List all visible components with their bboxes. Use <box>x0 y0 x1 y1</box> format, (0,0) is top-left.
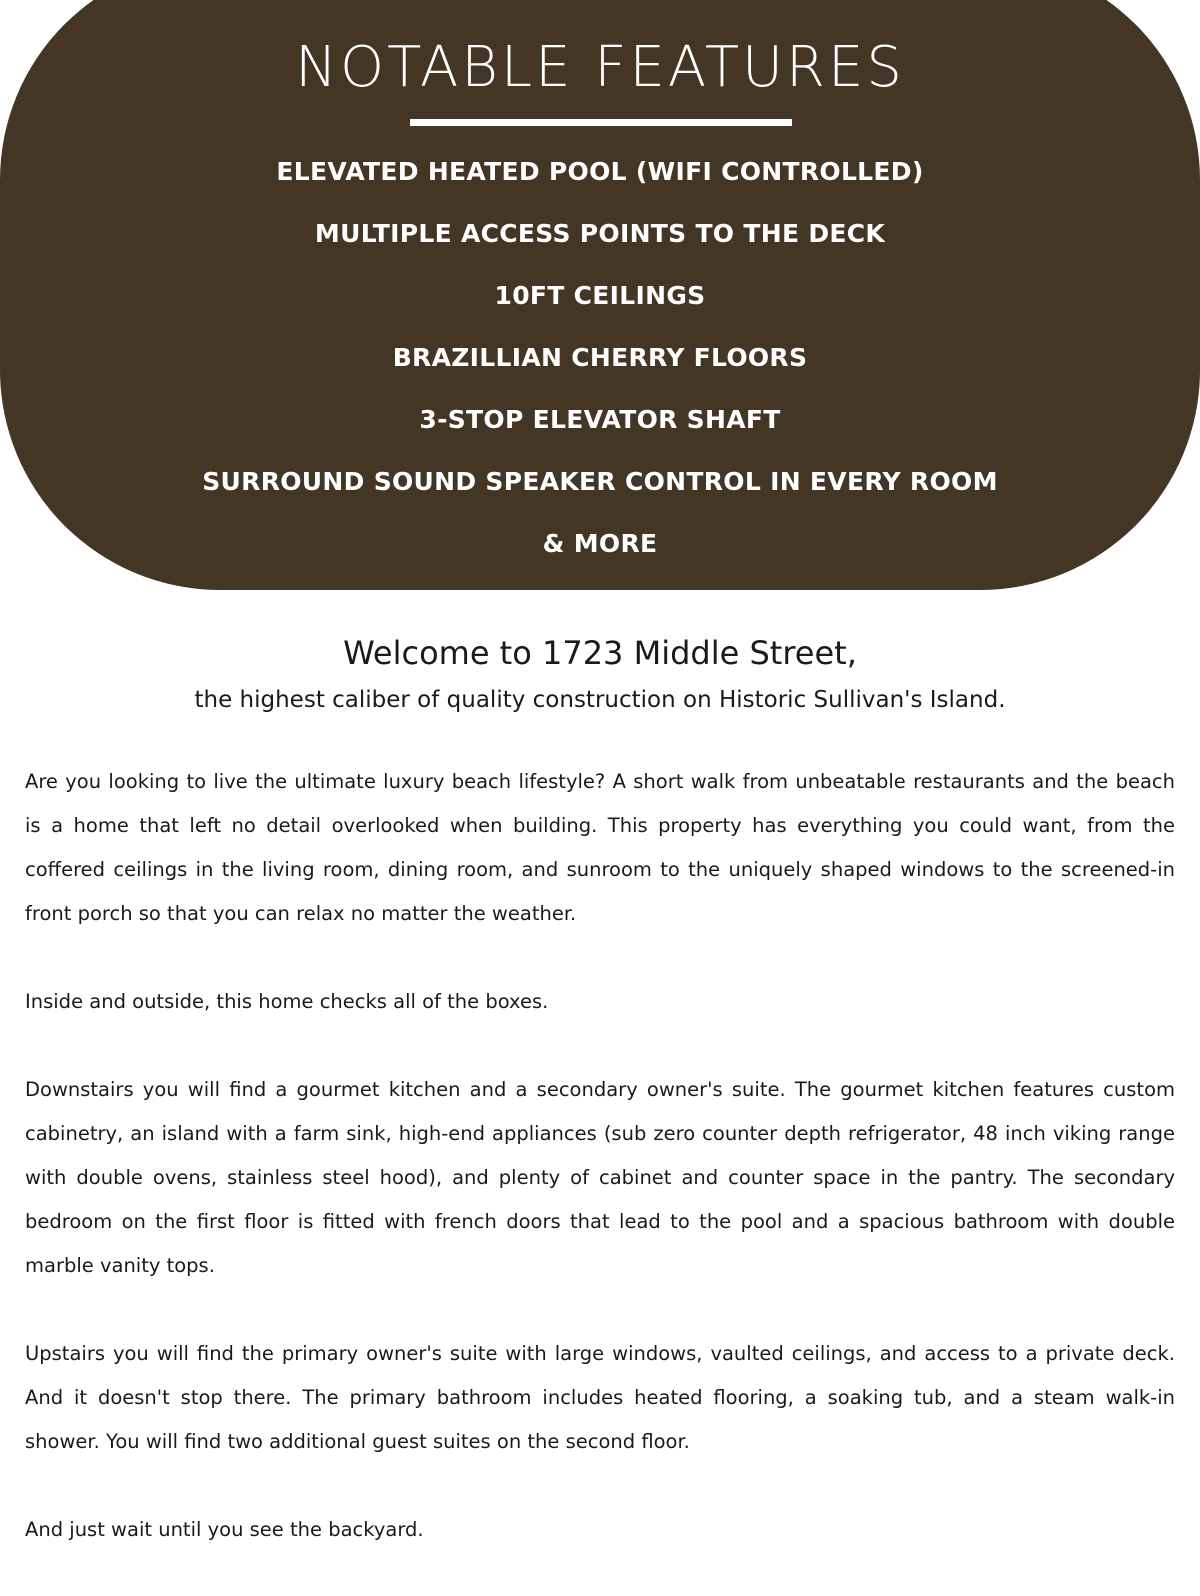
title-divider <box>410 119 792 126</box>
paragraph-downstairs: Downstairs you will find a gourmet kitchen and a secondary owner's suite. The gourmet kitchen features custom cabinetry, an island with a farm sink, high-end appliances (sub zero counter depth refrigerator, 48 inch viking range with double ovens, stainless steel hood), and plenty of cabinet and counter space in the pantry. The secondary bedroom on the first floor is fitted with french doors that lead to the pool and a spacious bathroom with double marble vanity tops. <box>25 1078 1175 1277</box>
paragraph-backyard: And just wait until you see the backyard. <box>25 1518 424 1541</box>
feature-item: 10FT CEILINGS <box>494 281 706 310</box>
feature-item: ELEVATED HEATED POOL (WIFI CONTROLLED) <box>276 157 924 186</box>
feature-item: BRAZILLIAN CHERRY FLOORS <box>392 343 808 372</box>
tagline: the highest caliber of quality construction on Historic Sullivan's Island. <box>194 687 1006 713</box>
feature-item: & MORE <box>542 529 658 558</box>
features-list <box>0 146 1200 580</box>
paragraph-upstairs: Upstairs you will find the primary owner's suite with large windows, vaulted ceilings, and access to a private deck. And it doesn't stop there. The primary bathroom includes heated flooring, a soaking tub, and a steam walk-in shower. You will find two additional guest suites on the second floor. <box>25 1342 1175 1453</box>
feature-item: SURROUND SOUND SPEAKER CONTROL IN EVERY ROOM <box>202 467 998 496</box>
description-body <box>25 760 1175 1596</box>
paragraph-intro: Are you looking to live the ultimate luxury beach lifestyle? A short walk from unbeatable restaurants and the beach is a home that left no detail overlooked when building. This property has everything you could want, from the coffered ceilings in the living room, dining room, and sunroom to the uniquely shaped windows to the screened-in front porch so that you can relax no matter the weather. <box>25 770 1175 925</box>
feature-item: MULTIPLE ACCESS POINTS TO THE DECK <box>314 219 886 248</box>
feature-item: 3-STOP ELEVATOR SHAFT <box>419 405 781 434</box>
paragraph-summary: Inside and outside, this home checks all of the boxes. <box>25 990 549 1013</box>
welcome-heading: Welcome to 1723 Middle Street, <box>343 634 857 672</box>
features-title: NOTABLE FEATURES <box>295 35 905 100</box>
